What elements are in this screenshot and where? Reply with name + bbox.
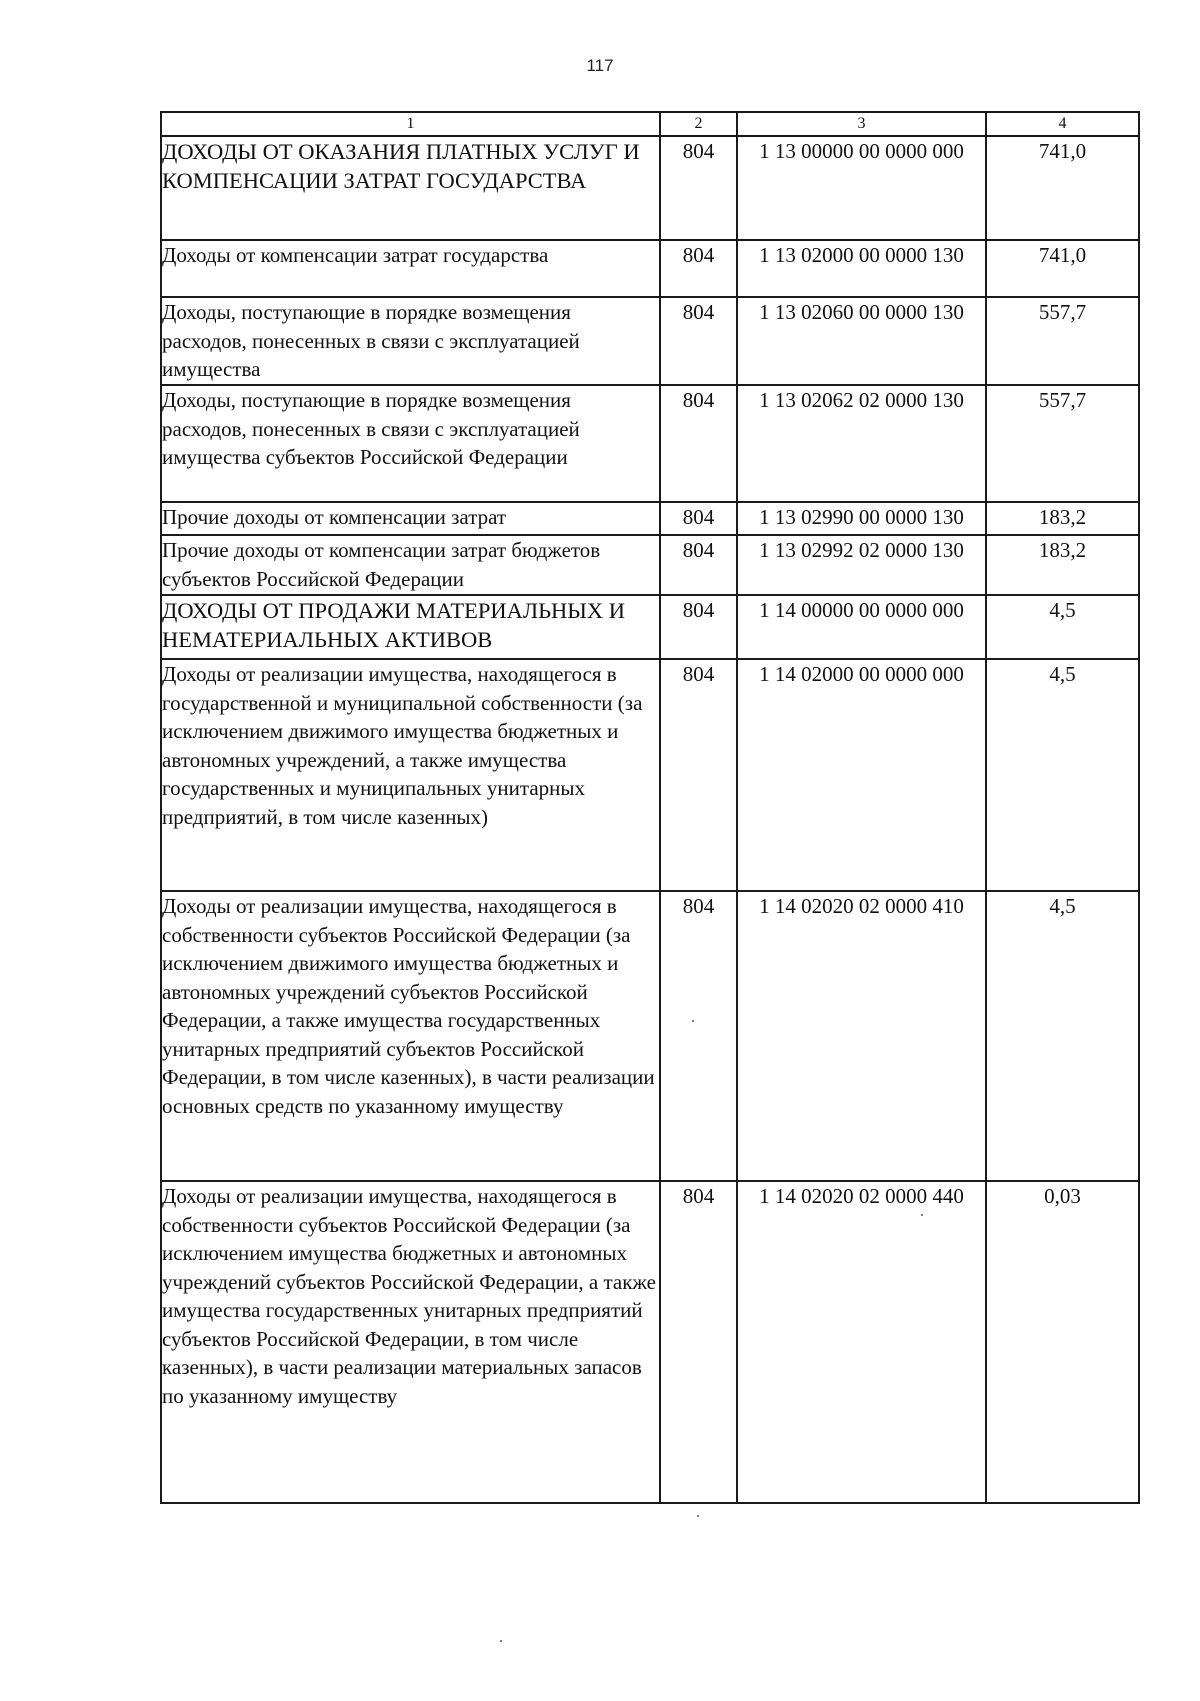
row-name: ДОХОДЫ ОТ ПРОДАЖИ МАТЕРИАЛЬНЫХ И НЕМАТЕРИАЛЬНЫХ АКТИВОВ [161,595,660,659]
row-budget-code: 1 14 02000 00 0000 000 [737,659,986,891]
row-budget-code: 1 13 02990 00 0000 130 [737,502,986,535]
row-budget-code: 1 14 00000 00 0000 000 [737,595,986,659]
row-amount: 4,5 [986,595,1139,659]
row-budget-code: 1 14 02020 02 0000 410 [737,891,986,1181]
table-row [161,891,1139,1181]
row-budget-code: 1 13 02000 00 0000 130 [737,240,986,297]
row-name: Доходы от реализации имущества, находящегося в собственности субъектов Российской Федерации (за исключением имущества бюджетных и автономных учреждений субъектов Российской Федерации, а также имущества государственных унитарных предприятий субъектов Российской Федерации, в том числе казенных), в части реализации материальных запасов по указанному имуществу [161,1181,660,1503]
row-budget-code: 1 13 02060 00 0000 130 [737,297,986,385]
column-number-2: 2 [660,112,737,136]
row-admin-code: 804 [660,136,737,240]
row-name: Доходы от реализации имущества, находящегося в собственности субъектов Российской Федерации (за исключением движимого имущества бюджетных и автономных учреждений субъектов Российской Федерации, а также имущества государственных унитарных предприятий субъектов Российской Федерации, в том числе казенных), в части реализации основных средств по указанному имуществу [161,891,660,1181]
row-amount: 4,5 [986,891,1139,1181]
row-name: ДОХОДЫ ОТ ОКАЗАНИЯ ПЛАТНЫХ УСЛУГ И КОМПЕНСАЦИИ ЗАТРАТ ГОСУДАРСТВА [161,136,660,240]
row-admin-code: 804 [660,240,737,297]
row-amount: 4,5 [986,659,1139,891]
row-name: Доходы, поступающие в порядке возмещения расходов, понесенных в связи с эксплуатацией имущества субъектов Российской Федерации [161,385,660,502]
revenue-table [160,111,1140,1504]
row-admin-code: 804 [660,502,737,535]
table-row [161,297,1139,385]
row-name: Доходы от реализации имущества, находящегося в государственной и муниципальной собственности (за исключением движимого имущества бюджетных и автономных учреждений, а также имущества государственных и муниципальных унитарных предприятий, в том числе казенных) [161,659,660,891]
row-budget-code: 1 13 02992 02 0000 130 [737,535,986,595]
table-row [161,136,1139,240]
row-amount: 183,2 [986,502,1139,535]
column-number-row [161,112,1139,136]
scan-speck [500,1640,502,1642]
row-admin-code: 804 [660,659,737,891]
row-admin-code: 804 [660,385,737,502]
row-amount: 557,7 [986,385,1139,502]
table-row [161,502,1139,535]
column-number-4: 4 [986,112,1139,136]
row-admin-code: 804 [660,297,737,385]
page-number: 117 [586,56,614,75]
row-admin-code: 804 [660,535,737,595]
row-admin-code: 804 [660,595,737,659]
row-budget-code: 1 14 02020 02 0000 440 [737,1181,986,1503]
row-amount: 183,2 [986,535,1139,595]
table-row [161,659,1139,891]
column-number-1: 1 [161,112,660,136]
table-row [161,595,1139,659]
table-row [161,1181,1139,1503]
row-admin-code: 804 [660,1181,737,1503]
row-name: Доходы от компенсации затрат государства [161,240,660,297]
scan-speck [692,1020,694,1022]
row-amount: 0,03 [986,1181,1139,1503]
scan-speck [921,1214,923,1216]
column-number-3: 3 [737,112,986,136]
row-budget-code: 1 13 00000 00 0000 000 [737,136,986,240]
row-amount: 741,0 [986,240,1139,297]
table-row [161,385,1139,502]
row-admin-code: 804 [660,891,737,1181]
row-amount: 557,7 [986,297,1139,385]
table-row [161,535,1139,595]
row-budget-code: 1 13 02062 02 0000 130 [737,385,986,502]
row-name: Прочие доходы от компенсации затрат [161,502,660,535]
row-name: Доходы, поступающие в порядке возмещения расходов, понесенных в связи с эксплуатацией имущества [161,297,660,385]
row-name: Прочие доходы от компенсации затрат бюджетов субъектов Российской Федерации [161,535,660,595]
table-row [161,240,1139,297]
scan-speck [697,1515,699,1517]
row-amount: 741,0 [986,136,1139,240]
